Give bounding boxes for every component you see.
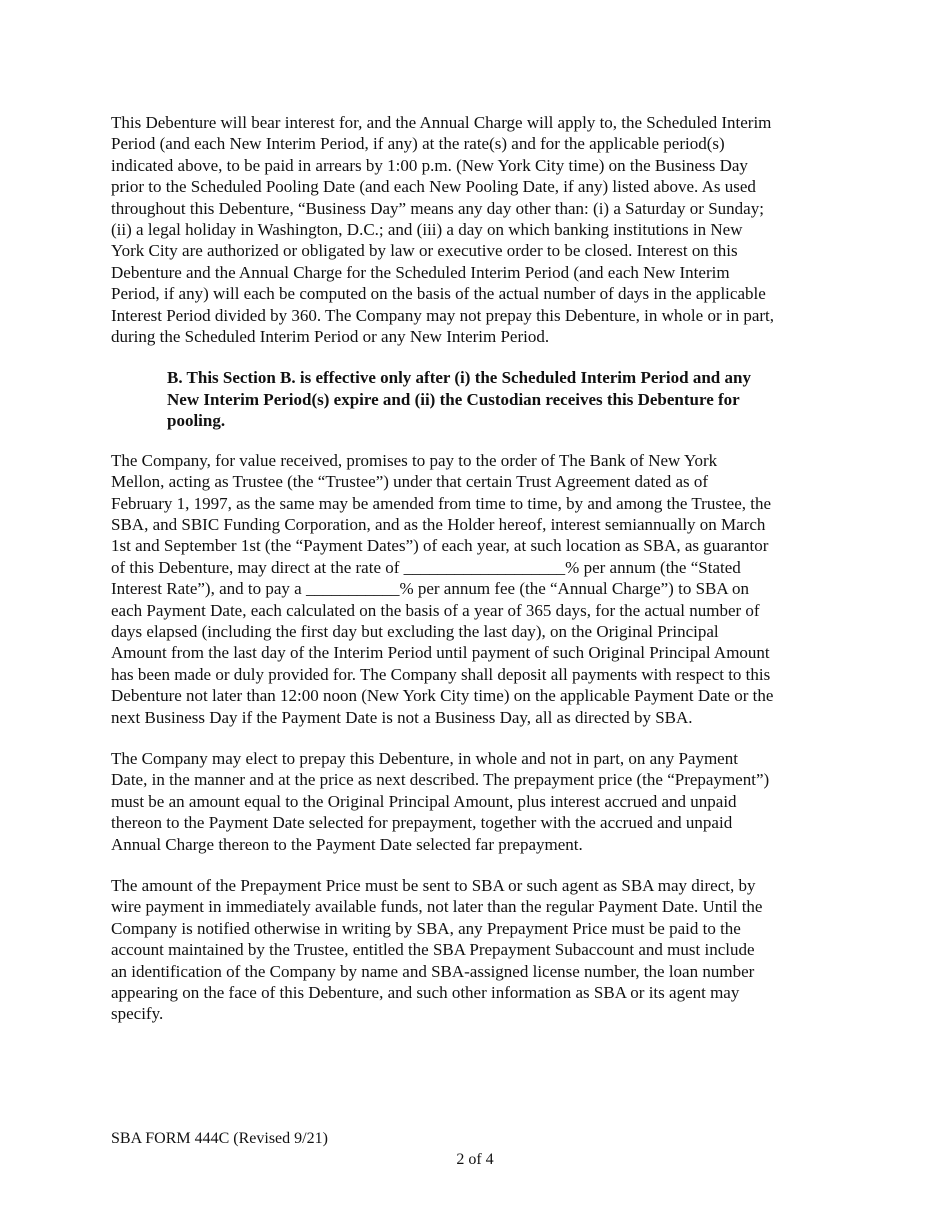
footer-page-number: 2 of 4 — [456, 1151, 494, 1168]
prepayment-instructions-paragraph: The amount of the Prepayment Price must be sent to SBA or such agent as SBA may direct, by wire payment in immediately available funds, not later than the regular Payment Date. Until the Company is notified otherwise in writing by SBA, any Prepayment Price must be paid to the account maintained by the Trustee, entitled the SBA Prepayment Subaccount and must include an identification of the Company by name and SBA-assigned license number, the loan number appearing on the face of this Debenture, and such other information as SBA or its agent may specify. — [111, 876, 763, 1024]
payment-terms-paragraph: The Company, for value received, promises to pay to the order of The Bank of New York Mellon, acting as Trustee (the “Trustee”) under that certain Trust Agreement dated as of February 1, 1997, as the same may be amended from time to time, by and among the Trustee, the SBA, and SBIC Funding Corporation, and as the Holder hereof, interest semiannually on March 1st and September 1st (the “Payment Dates”) of each year, at such location as SBA, as guarantor of this Debenture, may direct at the rate of ___________________% per annum (the “Stated Interest Rate”), and to pay a ___________% per annum fee (the “Annual Charge”) to SBA on each Payment Date, each calculated on the basis of a year of 365 days, for the actual number of days elapsed (including the first day but excluding the last day), on the Original Principal Amount from the last day of the Interim Period until payment of such Original Principal Amount has been made or duly provided for. The Company shall deposit all payments with respect to this Debenture not later than 12:00 noon (New York City time) on the applicable Payment Date or the next Business Day if the Payment Date is not a Business Day, all as directed by SBA. — [111, 450, 774, 727]
footer-form-id: SBA FORM 444C (Revised 9/21) — [111, 1130, 328, 1147]
document-body — [111, 112, 841, 1025]
interim-interest-paragraph: This Debenture will bear interest for, and the Annual Charge will apply to, the Scheduled Interim Period (and each New Interim Period, if any) at the rate(s) and for the applicable period(s) indicated above, to be paid in arrears by 1:00 p.m. (New York City time) on the Business Day prior to the Scheduled Pooling Date (and each New Pooling Date, if any) listed above. As used throughout this Debenture, “Business Day” means any day other than: (i) a Saturday or Sunday; (ii) a legal holiday in Washington, D.C.; and (iii) a day on which banking institutions in New York City are authorized or obligated by law or executive order to be closed. Interest on this Debenture and the Annual Charge for the Scheduled Interim Period (and each New Interim Period, if any) will each be computed on the basis of the actual number of days in the applicable Interest Period divided by 360. The Company may not prepay this Debenture, in whole or in part, during the Scheduled Interim Period or any New Interim Period. — [111, 113, 775, 347]
section-b-heading: B. This Section B. is effective only after (i) the Scheduled Interim Period and any New Interim Period(s) expire and (ii) the Custodian receives this Debenture for pooling. — [167, 368, 751, 431]
prepayment-election-paragraph: The Company may elect to prepay this Debenture, in whole and not in part, on any Payment Date, in the manner and at the price as next described. The prepayment price (the “Prepayment”) must be an amount equal to the Original Principal Amount, plus interest accrued and unpaid thereon to the Payment Date selected for prepayment, together with the accrued and unpaid Annual Charge thereon to the Payment Date selected far prepayment. — [111, 748, 770, 854]
